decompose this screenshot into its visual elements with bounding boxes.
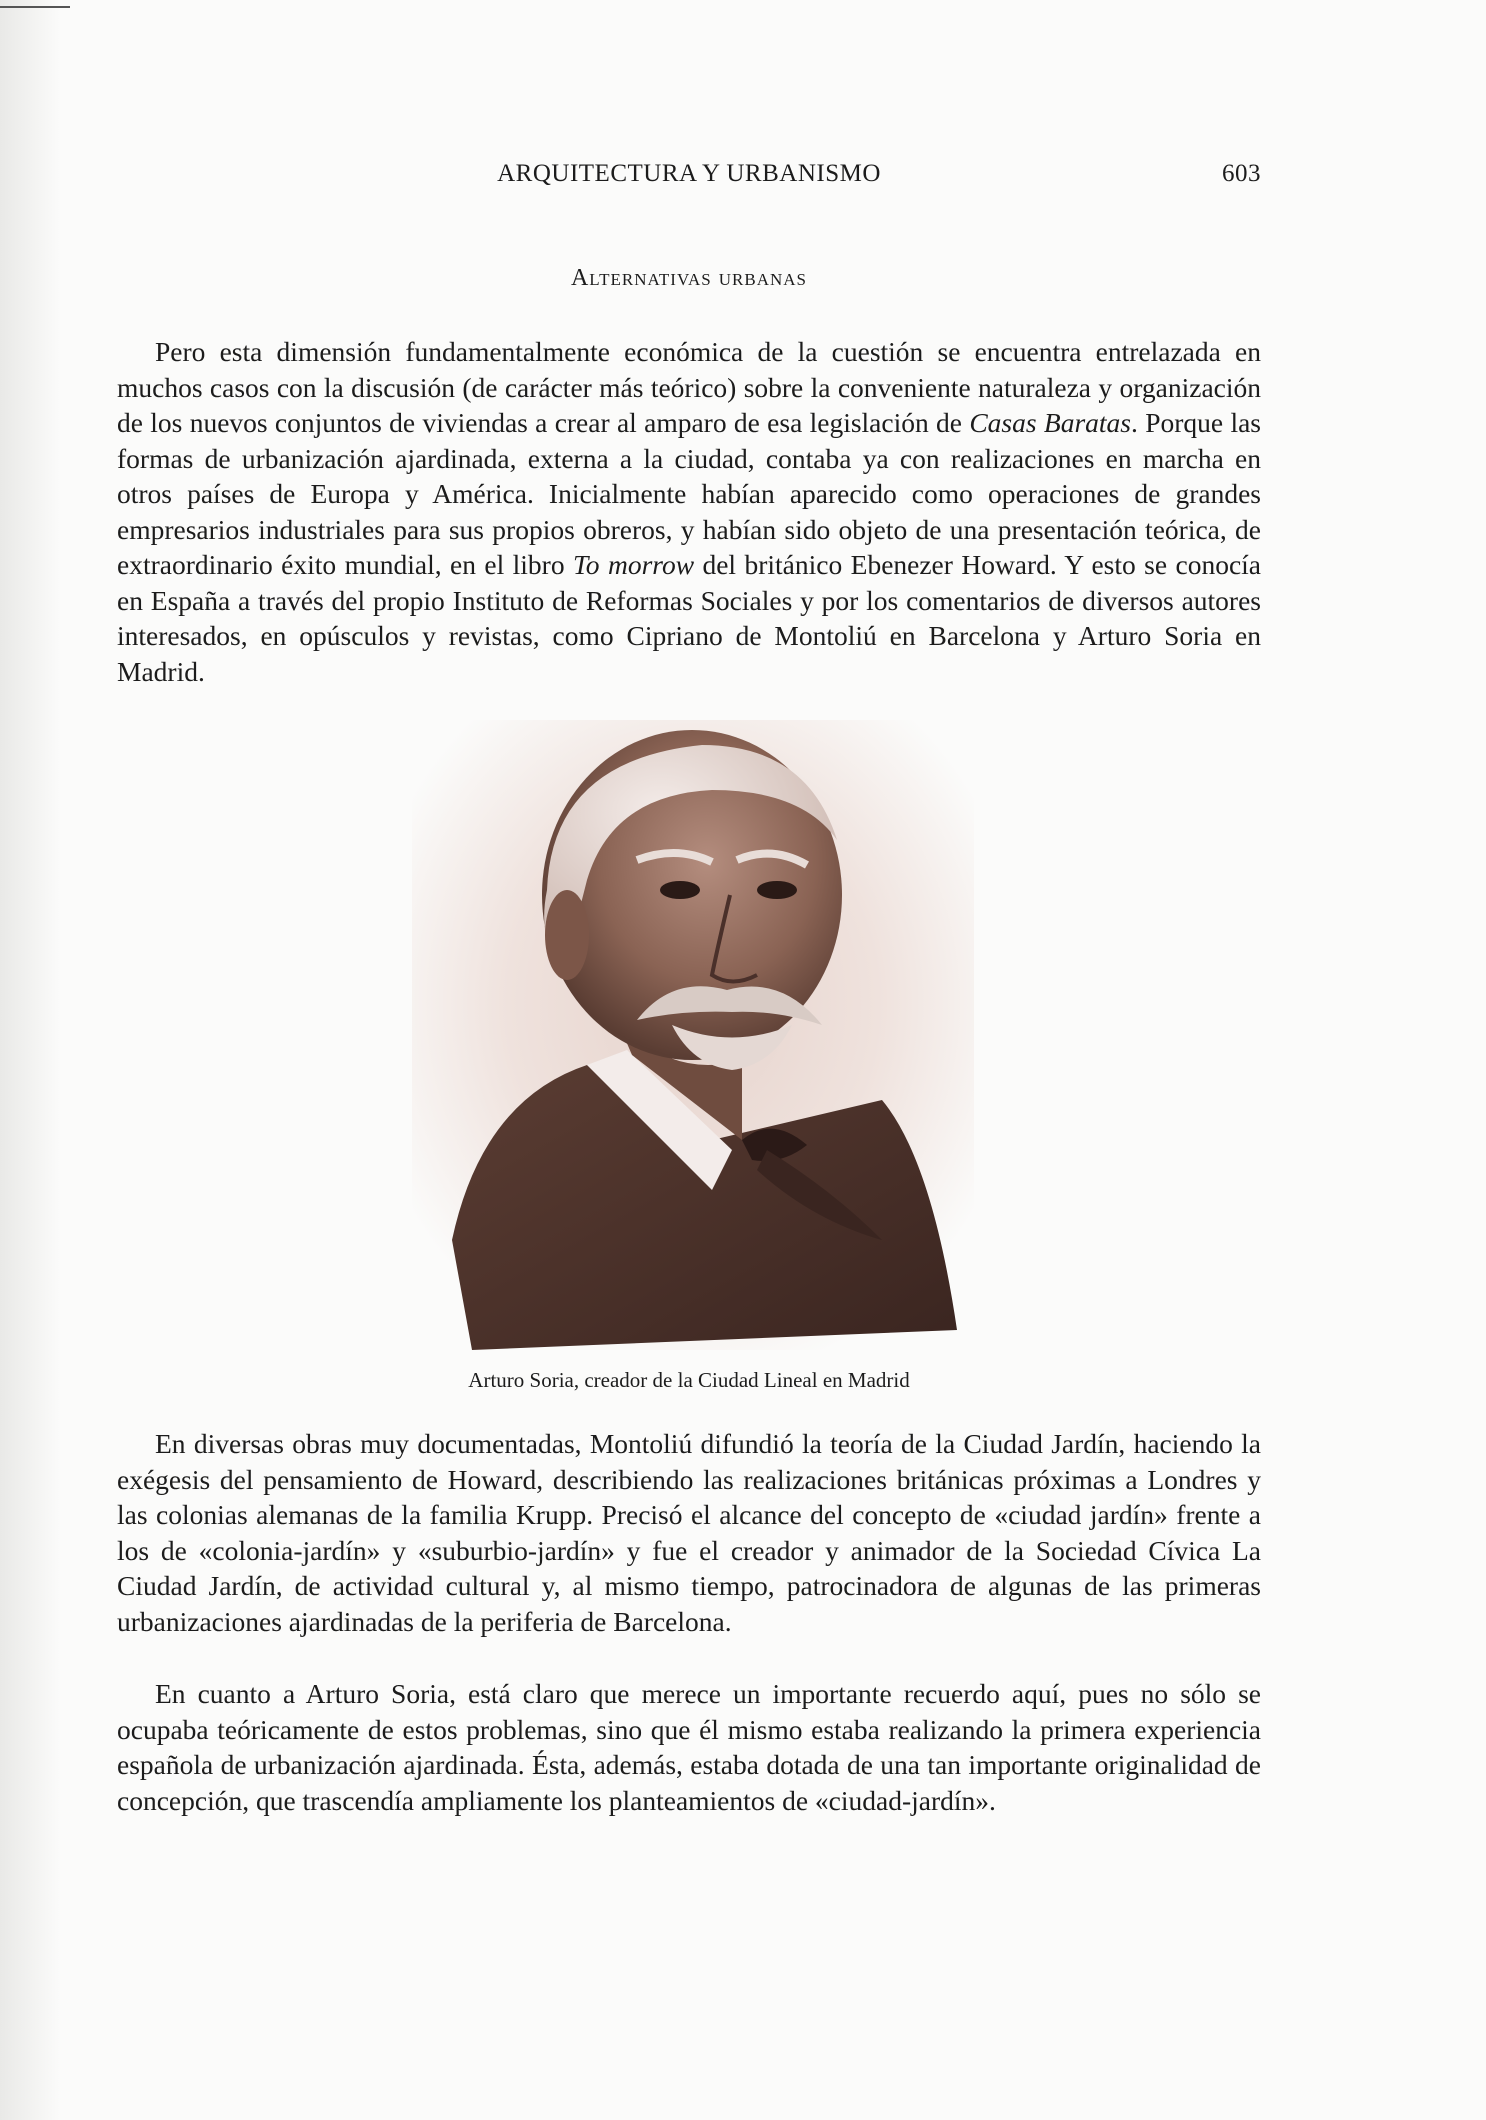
paragraph-3: En cuanto a Arturo Soria, está claro que merece un importante recuerdo aquí, pues no sólo se ocupaba teóricamente de estos problemas, sino que él mismo estaba realizando la primera experiencia española de urbanización ajardinada. Ésta, además, estaba dotada de una tan importante originalidad de concepción, que trascendía ampliamente los planteamientos de «ciudad-jardín».	[117, 1678, 1261, 1816]
ear-shape	[545, 890, 589, 980]
section-heading: Alternativas urbanas	[570, 265, 808, 291]
figure-caption: Arturo Soria, creador de la Ciudad Lineal en Madrid	[468, 1368, 910, 1392]
paragraph-1-text-a: Pero esta dimensión fundamentalmente económica de la cuestión se encuentra entrelazada en muchos casos con la discusión (de carácter más teórico) sobre la conveniente naturaleza y organización de los nuevos conjuntos de viviendas a crear al amparo de esa legislación de	[117, 336, 1261, 438]
page-gutter-shadow	[0, 0, 60, 2120]
page-number: 603	[1222, 160, 1261, 187]
top-rule	[0, 6, 70, 8]
italic-to-morrow: To morrow	[573, 549, 695, 580]
right-eye	[757, 881, 797, 899]
running-title: ARQUITECTURA Y URBANISMO	[497, 160, 881, 187]
paragraph-1-text-c: del británico Ebenezer Howard. Y esto se conocía en España a través del propio Instituto de Reformas Sociales y por los comentarios de diversos autores interesados, en opúsculos y revistas, como Cipriano de Montoliú en Barcelona y Arturo Soria en Madrid.	[117, 549, 1262, 687]
italic-casas-baratas: Casas Baratas	[969, 407, 1132, 438]
running-header	[117, 160, 1261, 190]
paragraph-1-text-b: . Porque las formas de urbanización ajardinada, externa a la ciudad, contaba ya con realizaciones en marcha en otros países de Europa y América. Inicialmente habían aparecido como operaciones de grandes empresarios industriales para sus propios obreros, y habían sido objeto de una presentación teórica, de extraordinario éxito mundial, en el libro	[117, 407, 1261, 580]
portrait-illustration	[412, 720, 974, 1350]
paragraph-1	[117, 334, 1261, 689]
portrait-photo	[412, 720, 974, 1350]
paragraph-2: En diversas obras muy documentadas, Montoliú difundió la teoría de la Ciudad Jardín, haciendo la exégesis del pensamiento de Howard, describiendo las realizaciones británicas próximas a Londres y las colonias alemanas de la familia Krupp. Precisó el alcance del concepto de «ciudad jardín» frente a los de «colonia-jardín» y «suburbio-jardín» y fue el creador y animador de la Sociedad Cívica La Ciudad Jardín, de actividad cultural y, al mismo tiempo, patrocinadora de algunas de las primeras urbanizaciones ajardinadas de la periferia de Barcelona.	[117, 1428, 1261, 1637]
left-eye	[660, 881, 700, 899]
